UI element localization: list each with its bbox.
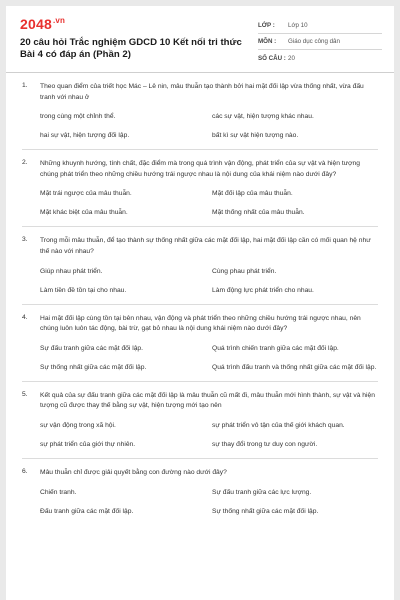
document-page xyxy=(6,6,394,600)
meta-row-count xyxy=(258,50,382,66)
answer-option-d[interactable]: Quá trình đấu tranh và thống nhất giữa các mặt đối lập. xyxy=(212,363,377,371)
answer-option-d[interactable]: Mặt thống nhất của mâu thuẫn. xyxy=(212,209,305,217)
meta-value: 20 xyxy=(288,54,295,62)
answer-option-b[interactable]: các sự vật, hiện tượng khác nhau. xyxy=(212,113,314,121)
question-number: 6. xyxy=(22,467,28,475)
answer-option-c[interactable]: Mặt khác biệt của mâu thuẫn. xyxy=(40,209,128,217)
question-number: 5. xyxy=(22,390,28,398)
question-5 xyxy=(22,391,378,459)
answer-option-a[interactable]: sự vận động trong xã hội. xyxy=(40,421,116,429)
question-1 xyxy=(22,82,378,150)
answer-options xyxy=(40,112,378,141)
question-text: Hai mặt đối lập cùng tồn tại bên nhau, vận động và phát triển theo những chiều hướng trái ngược nhau, nên chúng luôn luôn tác động, bài trừ, gạt bỏ nhau là nội dung khái niệm nào dưới đây? xyxy=(40,314,361,333)
meta-value: Lớp 10 xyxy=(288,22,308,29)
answer-options xyxy=(40,267,378,296)
answer-option-a[interactable]: Sự đấu tranh giữa các mặt đối lập. xyxy=(40,344,144,352)
logo-suffix: .vn xyxy=(52,16,66,26)
answer-option-b[interactable]: Sự đấu tranh giữa các lực lượng. xyxy=(212,488,312,496)
answer-option-d[interactable]: Sự thống nhất giữa các mặt đối lập. xyxy=(212,507,319,515)
question-number: 4. xyxy=(22,313,28,321)
answer-options xyxy=(40,488,378,517)
meta-value: Giáo dục công dân xyxy=(288,38,340,45)
answer-option-d[interactable]: sự thay đổi trong tư duy con người. xyxy=(212,440,318,448)
answer-option-c[interactable]: sự phát triển của giới thự nhiên. xyxy=(40,440,136,448)
question-2 xyxy=(22,159,378,227)
question-6 xyxy=(22,468,378,525)
document-title: 20 câu hỏi Trắc nghiệm GDCD 10 Kết nối tri thức Bài 4 có đáp án (Phần 2) xyxy=(20,37,242,60)
question-4 xyxy=(22,314,378,382)
answer-option-d[interactable]: Làm động lực phát triển cho nhau. xyxy=(212,286,314,294)
answer-option-c[interactable]: hai sự vật, hiện tượng đối lập. xyxy=(40,132,130,140)
meta-row-class xyxy=(258,18,382,34)
answer-options xyxy=(40,421,378,450)
answer-option-a[interactable]: Giúp nhau phát triển. xyxy=(40,267,103,275)
answer-option-c[interactable]: Đấu tranh giữa các mặt đối lập. xyxy=(40,507,134,515)
logo-main: 2048 xyxy=(20,16,52,32)
answer-option-c[interactable]: Làm tiền đề tồn tại cho nhau. xyxy=(40,286,127,294)
document-header xyxy=(6,6,394,72)
question-text: Theo quan điểm của triết học Mác – Lê nin, mâu thuẫn tạo thành bởi hai mặt đối lập vừa thống nhất, vừa đấu tranh với nhau ở xyxy=(40,83,364,101)
answer-option-d[interactable]: bất kì sự vật hiện tượng nào. xyxy=(212,132,299,140)
answer-option-b[interactable]: sự phát triển vô tận của thế giới khách quan. xyxy=(212,421,345,429)
question-list xyxy=(6,82,394,534)
question-text: Những khuynh hướng, tính chất, đặc điểm mà trong quá trình vận động, phát triển của sự vật và hiện tượng chúng phát triển theo những chiều hướng trái ngược nhau là nội dung của khái niệm nào dưới đây? xyxy=(40,160,361,178)
answer-options xyxy=(40,189,378,218)
question-text: Mâu thuẫn chỉ được giải quyết bằng con đường nào dưới đây? xyxy=(40,468,227,476)
meta-table xyxy=(258,18,382,66)
question-text: Kết quả của sự đấu tranh giữa các mặt đối lập là mâu thuẫn cũ mất đi, mâu thuẫn mới hình thành, sự vật và hiện tượng cũ được thay thế bằng sự vật, hiện tượng mới tạo nên xyxy=(40,391,375,410)
answer-options xyxy=(40,344,378,373)
answer-option-a[interactable]: trong cùng một chỉnh thể. xyxy=(40,113,116,121)
question-3 xyxy=(22,236,378,304)
answer-option-b[interactable]: Cùng phau phát triển. xyxy=(212,267,277,275)
meta-label: LỚP : xyxy=(258,22,275,29)
meta-label: MÔN : xyxy=(258,38,277,45)
question-text: Trong mỗi mâu thuẫn, để tạo thành sự thống nhất giữa các mặt đối lập, hai mặt đối lập cần có mối quan hệ như thế nào với nhau? xyxy=(40,237,371,255)
question-number: 3. xyxy=(22,236,28,244)
question-number: 1. xyxy=(22,82,28,89)
answer-option-c[interactable]: Sự thống nhất giữa các mặt đối lập. xyxy=(40,363,147,371)
answer-option-b[interactable]: Quá trình chiến tranh giữa các mặt đối lập. xyxy=(212,344,339,352)
header-divider xyxy=(6,72,394,73)
answer-option-a[interactable]: Mặt trái ngược của mâu thuẫn. xyxy=(40,190,132,198)
question-number: 2. xyxy=(22,159,28,167)
meta-row-subject xyxy=(258,34,382,50)
answer-option-b[interactable]: Mặt đối lập của mâu thuẫn. xyxy=(212,190,293,198)
meta-label: SỐ CÂU : xyxy=(258,54,286,62)
answer-option-a[interactable]: Chiến tranh. xyxy=(40,488,77,496)
